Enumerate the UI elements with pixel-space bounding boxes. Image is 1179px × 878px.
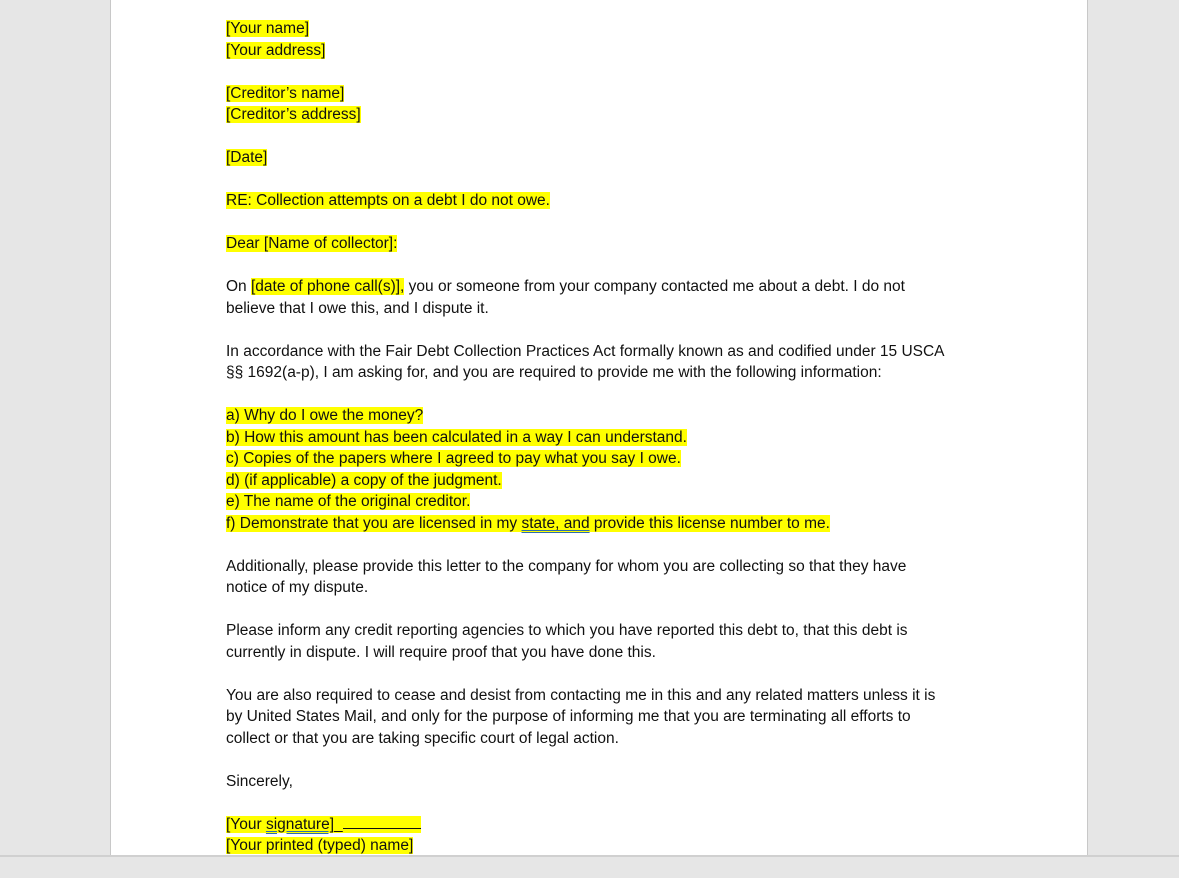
- para2-line2: §§ 1692(a-p), I am asking for, and you are required to provide me with the following information:: [226, 364, 882, 381]
- letter-date: [Date]: [226, 149, 268, 166]
- creditor-block: [226, 83, 986, 126]
- re-subject: RE: Collection attempts on a debt I do not owe.: [226, 192, 550, 209]
- salutation-text: Dear [Name of collector]:: [226, 235, 398, 252]
- para4-line2: currently in dispute. I will require proof that you have done this.: [226, 643, 656, 661]
- sender-address: [Your address]: [226, 41, 326, 59]
- grammar-flag[interactable]: state, and: [521, 514, 590, 532]
- information-list: [226, 405, 986, 534]
- date-line: [226, 147, 986, 169]
- list-item: b) How this amount has been calculated in a way I can understand.: [226, 428, 687, 446]
- spelling-flag[interactable]: signature]: [265, 815, 335, 833]
- phone-call-date-field: [date of phone call(s)],: [250, 278, 405, 295]
- list-item: a) Why do I owe the money?: [226, 407, 424, 424]
- paragraph-5: [226, 685, 986, 750]
- paragraph-2: [226, 341, 986, 384]
- para1-line2: believe that I owe this, and I dispute it.: [226, 299, 489, 317]
- para3-line2: notice of my dispute.: [226, 579, 369, 596]
- closing: [226, 771, 986, 793]
- paragraph-3: [226, 556, 986, 599]
- sender-block: [226, 18, 986, 61]
- sender-name: [Your name]: [226, 20, 310, 37]
- creditor-address: [Creditor’s address]: [226, 106, 361, 123]
- paragraph-4: [226, 620, 986, 663]
- para1-prefix: On: [226, 278, 251, 295]
- para4-line1: Please inform any credit reporting agencies to which you have reported this debt to, that this debt is: [226, 622, 908, 639]
- document-page: [110, 0, 1088, 855]
- signature-block: [226, 814, 986, 857]
- signature-underline: [343, 814, 421, 829]
- salutation: [226, 233, 986, 255]
- signature-line: [Your signature]_: [226, 816, 421, 833]
- letter-body[interactable]: [226, 18, 986, 878]
- printed-name: [Your printed (typed) name]: [226, 837, 414, 854]
- re-line: [226, 190, 986, 212]
- para3-line1: Additionally, please provide this letter to the company for whom you are collecting so that they have: [226, 557, 907, 575]
- para5-line2: by United States Mail, and only for the purpose of informing me that you are terminating all efforts to: [226, 708, 911, 725]
- list-item-f: f) Demonstrate that you are licensed in my state, and provide this license number to me.: [226, 514, 830, 532]
- para5-line1: You are also required to cease and desist from contacting me in this and any related matters unless it is: [226, 686, 936, 704]
- list-item: e) The name of the original creditor.: [226, 493, 471, 510]
- para1-rest: you or someone from your company contacted me about a debt. I do not: [404, 278, 905, 295]
- list-item: c) Copies of the papers where I agreed to pay what you say I owe.: [226, 450, 681, 467]
- para2-line1: In accordance with the Fair Debt Collection Practices Act formally known as and codified under 15 USCA: [226, 342, 945, 360]
- closing-text: Sincerely,: [226, 772, 293, 790]
- list-item: d) (if applicable) a copy of the judgment.: [226, 471, 502, 489]
- creditor-name: [Creditor’s name]: [226, 84, 345, 102]
- para5-line3: collect or that you are taking specific court of legal action.: [226, 729, 619, 747]
- paragraph-1: [226, 276, 986, 319]
